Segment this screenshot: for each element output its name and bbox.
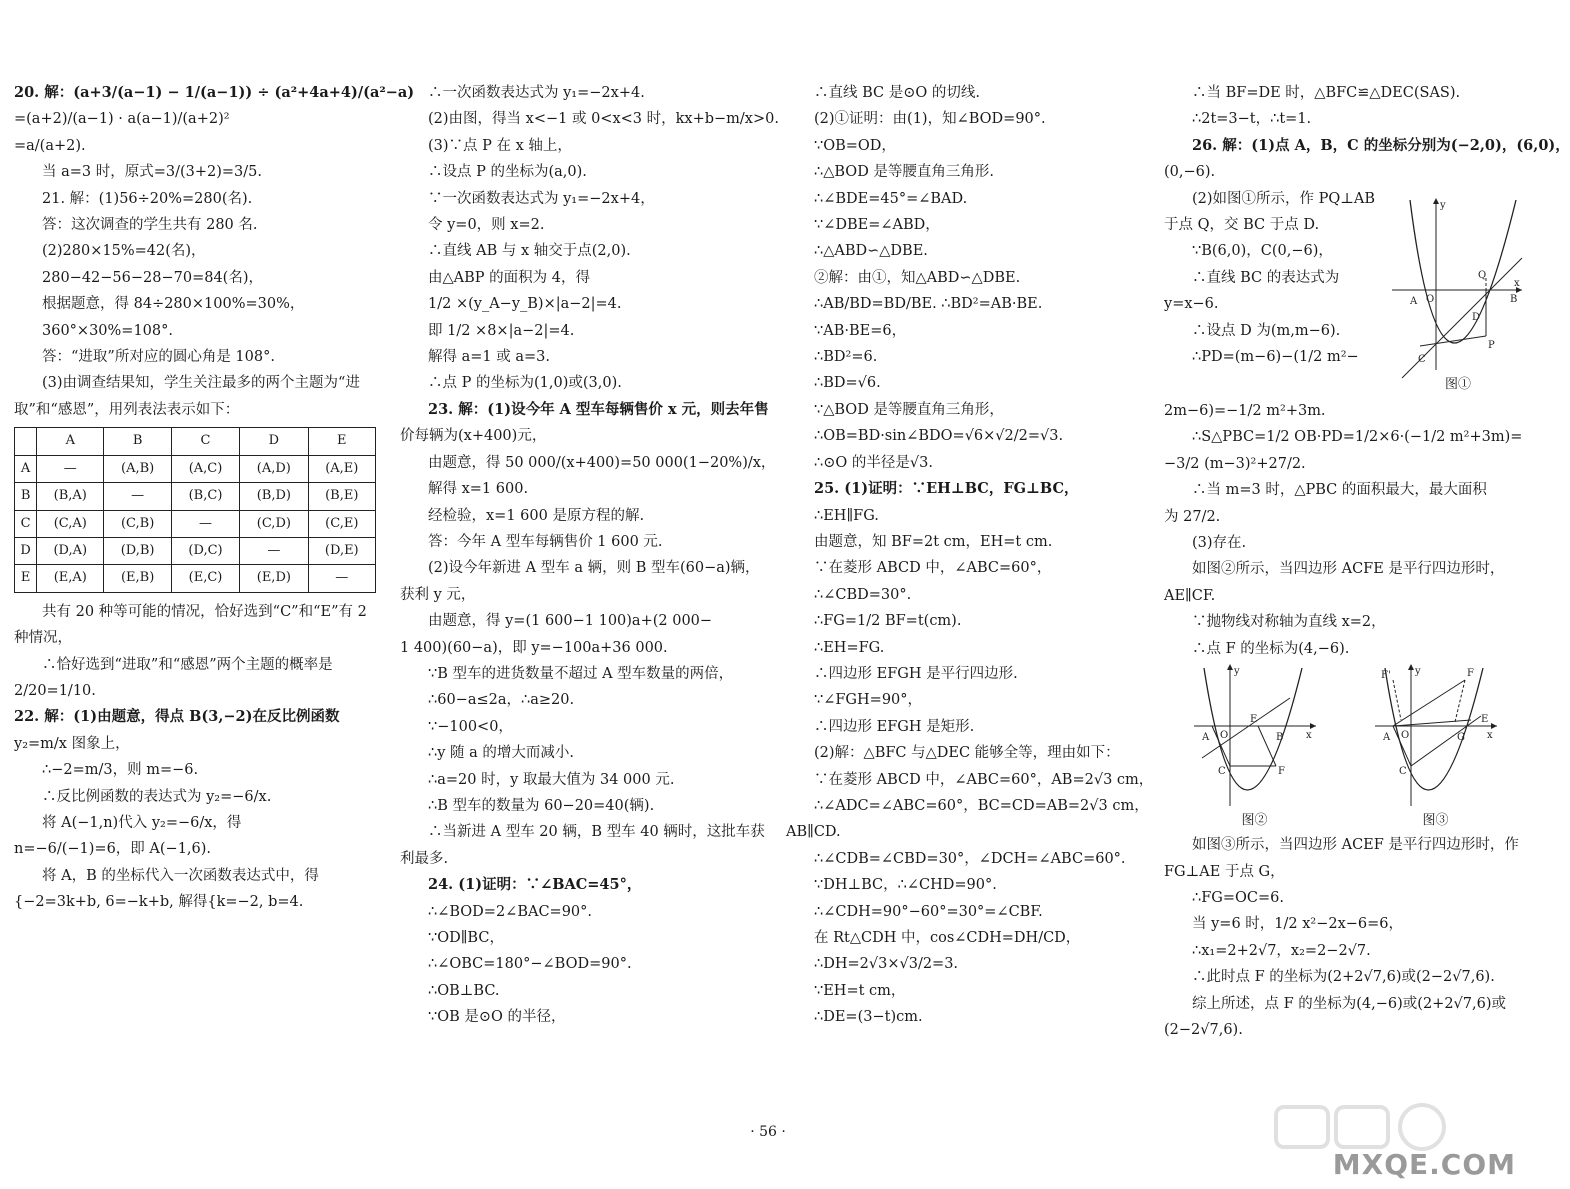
table-cell: — bbox=[240, 537, 308, 564]
q22-line-8: {−2=3k+b, 6=−k+b, 解得{k=−2, b=4. bbox=[14, 894, 304, 911]
q21-line-4: 280−42−56−28−70=84(名)， bbox=[42, 269, 263, 286]
svg-text:y: y bbox=[1440, 199, 1446, 211]
q22-line-4: ∴反比例函数的表达式为 y₂=−6/x. bbox=[42, 788, 272, 805]
svg-text:F': F' bbox=[1380, 670, 1391, 682]
table-cell: (E,C) bbox=[171, 565, 239, 592]
text-line: ∴DH=2√3×√3/2=3. bbox=[814, 956, 959, 973]
q22-line-3: ∴−2=m/3，则 m=−6. bbox=[42, 762, 199, 779]
table-cell: — bbox=[171, 510, 239, 537]
table-cell: (C,D) bbox=[240, 510, 308, 537]
q21-line-5: 根据题意，得 84÷280×100%=30%， bbox=[42, 296, 305, 313]
svg-text:O: O bbox=[1400, 730, 1409, 742]
table-cell: (E,D) bbox=[240, 565, 308, 592]
figure-1-container bbox=[1390, 186, 1526, 398]
text-line: ∴设点 P 的坐标为(a,0). bbox=[428, 164, 587, 181]
text-line: ∵∠FGH=90°， bbox=[814, 692, 923, 709]
column-1 bbox=[14, 80, 415, 916]
text-line: 答：今年 A 型车每辆售价 1 600 元. bbox=[428, 533, 663, 550]
table-cell: D bbox=[15, 537, 37, 564]
table-cell: (C,B) bbox=[104, 510, 172, 537]
text-line: ∴FG=1/2 BF=t(cm). bbox=[814, 613, 962, 630]
text-line: ∴OB⊥BC. bbox=[428, 982, 500, 999]
text-line: AE∥CF. bbox=[1164, 587, 1216, 604]
svg-text:F: F bbox=[1466, 668, 1474, 680]
q21-line-6: 360°×30%=108°. bbox=[42, 322, 173, 339]
text-line: ∴a=20 时，y 取最大值为 34 000 元. bbox=[428, 771, 675, 788]
text-line: (2)①证明：由(1)，知∠BOD=90°. bbox=[814, 111, 1046, 128]
text-line: 如图②所示，当四边形 ACFE 是平行四边形时， bbox=[1192, 561, 1505, 578]
text-line: ∴∠CBD=30°. bbox=[814, 586, 912, 603]
text-line: ∴直线 AB 与 x 轴交于点(2,0). bbox=[428, 243, 631, 260]
figure-2 bbox=[1190, 662, 1320, 808]
text-line: ∴y 随 a 的增大而减小. bbox=[428, 745, 574, 762]
text-line: 于点 Q，交 BC 于点 D. bbox=[1164, 217, 1320, 234]
q22-line-7: 将 A，B 的坐标代入一次函数表达式中，得 bbox=[42, 867, 319, 884]
text-line: ∴一次函数表达式为 y₁=−2x+4. bbox=[428, 85, 645, 101]
text-line: 当 y=6 时，1/2 x²−2x−6=6， bbox=[1192, 916, 1404, 933]
text-line: ∵−100<0， bbox=[428, 718, 513, 735]
text-line: ∴∠BOD=2∠BAC=90°. bbox=[428, 903, 593, 920]
table-cell: E bbox=[308, 428, 375, 455]
text-line: 由△ABP 的面积为 4，得 bbox=[428, 269, 590, 286]
text-line: AB∥CD. bbox=[786, 824, 841, 841]
table-row bbox=[15, 483, 376, 510]
q22-line-5: 将 A(−1,n)代入 y₂=−6/x，得 bbox=[42, 814, 242, 831]
text-line: 经检验，x=1 600 是原方程的解. bbox=[428, 507, 645, 524]
svg-text:A: A bbox=[1410, 295, 1418, 307]
column-2 bbox=[400, 80, 779, 1031]
text-line: (2)设今年新进 A 型车 a 辆，则 B 型车(60−a)辆， bbox=[428, 560, 760, 577]
svg-text:x: x bbox=[1305, 730, 1312, 742]
text-line: ∴点 F 的坐标为(4,−6). bbox=[1192, 640, 1350, 657]
text-line: ∴FG=OC=6. bbox=[1192, 889, 1284, 906]
svg-text:O: O bbox=[1219, 730, 1228, 742]
text-line: 2m−6)=−1/2 m²+3m. bbox=[1164, 403, 1326, 420]
text-line: ∴∠ADC=∠ABC=60°，BC=CD=AB=2√3 cm， bbox=[814, 797, 1149, 814]
text-line: (3)存在. bbox=[1192, 535, 1247, 552]
text-line: ∵B(6,0)，C(0,−6)， bbox=[1192, 243, 1333, 260]
table-cell: (E,A) bbox=[37, 565, 104, 592]
q26-heading: 26. 解：(1)点 A，B，C 的坐标分别为(−2,0)，(6,0)， bbox=[1192, 136, 1570, 154]
table-cell: — bbox=[308, 565, 375, 592]
table-cell: C bbox=[15, 510, 37, 537]
table-cell: (A,B) bbox=[104, 455, 172, 482]
text-line: FG⊥AE 于点 G， bbox=[1164, 863, 1285, 880]
text-line: ∴△ABD∽△DBE. bbox=[814, 243, 928, 260]
table-cell: (A,D) bbox=[240, 455, 308, 482]
table-cell: (B,C) bbox=[171, 483, 239, 510]
table-header-row bbox=[15, 428, 376, 455]
text-line: ∴2t=3−t，∴t=1. bbox=[1192, 111, 1312, 128]
watermark-text: MXQE.COM bbox=[1332, 1148, 1516, 1181]
text-line: ∵DH⊥BC，∴∠CHD=90°. bbox=[814, 877, 997, 894]
text-line: ∵在菱形 ABCD 中，∠ABC=60°，AB=2√3 cm， bbox=[814, 771, 1154, 788]
svg-text:x: x bbox=[1514, 277, 1520, 289]
svg-text:O: O bbox=[1426, 293, 1435, 305]
text-line: ∴BD=√6. bbox=[814, 375, 881, 392]
text-line: 在 Rt△CDH 中，cos∠CDH=DH/CD， bbox=[814, 930, 1081, 946]
text-line: ∴当新进 A 型车 20 辆，B 型车 40 辆时，这批车获 bbox=[428, 824, 765, 841]
q23-heading: 23. 解：(1)设今年 A 型车每辆售价 x 元，则去年售 bbox=[428, 400, 769, 418]
text-line: 利最多. bbox=[400, 850, 449, 867]
text-line: ∴B 型车的数量为 60−20=40(辆). bbox=[428, 797, 655, 814]
text-line: ∴点 P 的坐标为(1,0)或(3,0). bbox=[428, 375, 622, 392]
table-cell: (A,C) bbox=[171, 455, 239, 482]
text-line: ∴直线 BC 的表达式为 bbox=[1192, 269, 1340, 286]
table-cell: B bbox=[15, 483, 37, 510]
figure-3 bbox=[1371, 662, 1501, 808]
text-line: ∵OD∥BC， bbox=[428, 930, 504, 946]
q21-line-12: ∴恰好选到“进取”和“感恩”两个主题的概率是 bbox=[42, 656, 333, 673]
svg-text:D: D bbox=[1472, 311, 1481, 323]
text-line: ∴PD=(m−6)−(1/2 m²− bbox=[1192, 349, 1359, 366]
text-line: ∵B 型车的进货数量不超过 A 型车数量的两倍， bbox=[428, 665, 734, 682]
text-line: (2)如图①所示，作 PQ⊥AB bbox=[1192, 190, 1376, 207]
text-line: ∴EH∥FG. bbox=[814, 507, 879, 524]
svg-text:G: G bbox=[1456, 732, 1465, 744]
svg-text:B: B bbox=[1275, 732, 1283, 744]
column-4 bbox=[1164, 80, 1570, 1043]
q21-line-10: 共有 20 种等可能的情况，恰好选到“C”和“E”有 2 bbox=[42, 603, 367, 620]
text-line: 令 y=0，则 x=2. bbox=[428, 217, 545, 234]
text-line: (2)解：△BFC 与△DEC 能够全等，理由如下： bbox=[814, 745, 1120, 762]
text-line: ∴直线 BC 是⊙O 的切线. bbox=[814, 85, 980, 101]
q21-line-7: 答：“进取”所对应的圆心角是 108°. bbox=[42, 349, 275, 366]
q20-line-1: 20. 解：(a+3/(a−1) − 1/(a−1)) ÷ (a²+4a+4)/(a²−a) bbox=[14, 84, 415, 101]
svg-text:E: E bbox=[1480, 714, 1488, 726]
text-line: ∴∠CDB=∠CBD=30°，∠DCH=∠ABC=60°. bbox=[814, 850, 1126, 867]
table-cell: E bbox=[15, 565, 37, 592]
text-line: 解得 x=1 600. bbox=[428, 481, 529, 498]
q21-line-8: (3)由调查结果知，学生关注最多的两个主题为“进 bbox=[42, 375, 360, 392]
table-cell: (D,C) bbox=[171, 537, 239, 564]
text-line: ∵在菱形 ABCD 中，∠ABC=60°， bbox=[814, 560, 1052, 577]
q21-line-9: 取”和“感恩”，用列表法表示如下： bbox=[14, 401, 240, 418]
text-line: ∴OB=BD·sin∠BDO=√6×√2/2=√3. bbox=[814, 428, 1064, 445]
text-line: ∴四边形 EFGH 是矩形. bbox=[814, 718, 975, 735]
text-line: ∴60−a≤2a，∴a≥20. bbox=[428, 692, 575, 709]
svg-text:A: A bbox=[1382, 732, 1390, 744]
table-cell: D bbox=[240, 428, 308, 455]
svg-text:x: x bbox=[1486, 730, 1493, 742]
text-line: 由题意，知 BF=2t cm，EH=t cm. bbox=[814, 533, 1053, 550]
figure-3-container bbox=[1371, 662, 1501, 832]
text-line: ∴∠BDE=45°=∠BAD. bbox=[814, 190, 968, 207]
text-line: 价每辆为(x+400)元， bbox=[400, 428, 547, 445]
table-cell: (D,B) bbox=[104, 537, 172, 564]
table-cell: (B,D) bbox=[240, 483, 308, 510]
page-number: · 56 · bbox=[750, 1124, 786, 1140]
figure-1 bbox=[1390, 186, 1526, 372]
q21-line-11: 种情况， bbox=[14, 630, 72, 647]
text-line: ∴∠CDH=90°−60°=30°=∠CBF. bbox=[814, 903, 1043, 920]
svg-text:C: C bbox=[1217, 766, 1226, 778]
svg-text:C: C bbox=[1418, 353, 1426, 365]
text-line: 即 1/2 ×8×|a−2|=4. bbox=[428, 322, 575, 339]
q21-line-3: (2)280×15%=42(名)， bbox=[42, 243, 206, 260]
table-cell: A bbox=[15, 455, 37, 482]
q22-line-2: y₂=m/x 图象上， bbox=[14, 735, 130, 752]
q25-heading: 25. (1)证明：∵EH⊥BC，FG⊥BC， bbox=[814, 480, 1079, 498]
text-line: ∴DE=(3−t)cm. bbox=[814, 1009, 923, 1026]
text-line: ∴设点 D 为(m,m−6). bbox=[1192, 322, 1341, 339]
text-line: ∵△BOD 是等腰直角三角形， bbox=[814, 401, 1004, 418]
text-line: ∴EH=FG. bbox=[814, 639, 885, 656]
q24-heading: 24. (1)证明：∵∠BAC=45°， bbox=[428, 876, 642, 894]
text-line: (3)∵点 P 在 x 轴上， bbox=[428, 137, 572, 154]
text-line: y=x−6. bbox=[1164, 296, 1219, 313]
svg-text:y: y bbox=[1233, 666, 1240, 678]
table-row bbox=[15, 455, 376, 482]
text-line: ∴△BOD 是等腰直角三角形. bbox=[814, 164, 995, 181]
text-line: ∴当 m=3 时，△PBC 的面积最大，最大面积 bbox=[1192, 482, 1487, 499]
text-line: ∵AB·BE=6， bbox=[814, 322, 907, 339]
text-line: 解得 a=1 或 a=3. bbox=[428, 349, 550, 366]
svg-text:B: B bbox=[1510, 293, 1518, 305]
table-cell: (B,A) bbox=[37, 483, 104, 510]
text-line: 为 27/2. bbox=[1164, 508, 1221, 525]
q22-line-1: 22. 解：(1)由题意，得点 B(3,−2)在反比例函数 bbox=[14, 708, 340, 726]
table-cell: A bbox=[37, 428, 104, 455]
table-cell: (C,A) bbox=[37, 510, 104, 537]
text-line: ∴BD²=6. bbox=[814, 349, 878, 366]
figure-2-label: 图② bbox=[1241, 813, 1268, 829]
table-cell: (C,E) bbox=[308, 510, 375, 537]
figures-2-3-row bbox=[1164, 662, 1526, 832]
q21-line-1: 21. 解：(1)56÷20%=280(名). bbox=[42, 190, 253, 207]
text-line: ∵EH=t cm， bbox=[814, 982, 906, 999]
table-cell: B bbox=[104, 428, 172, 455]
text-line: ∴∠OBC=180°−∠BOD=90°. bbox=[428, 956, 632, 973]
text-line: ∵OB 是⊙O 的半径， bbox=[428, 1009, 566, 1026]
text-line: 综上所述，点 F 的坐标为(4,−6)或(2+2√7,6)或 bbox=[1192, 995, 1507, 1012]
q20-line-2: =(a+2)/(a−1) · a(a−1)/(a+2)² bbox=[14, 111, 230, 128]
text-line: −3/2 (m−3)²+27/2. bbox=[1164, 455, 1306, 472]
text-line: 获利 y 元， bbox=[400, 586, 476, 603]
text-line: ∵抛物线对称轴为直线 x=2， bbox=[1192, 614, 1386, 631]
table-cell: (A,E) bbox=[308, 455, 375, 482]
q21-line-13: 2/20=1/10. bbox=[14, 682, 96, 699]
text-line: ∴当 BF=DE 时，△BFC≌△DEC(SAS). bbox=[1192, 85, 1461, 101]
svg-text:F: F bbox=[1277, 766, 1285, 778]
table-cell: (E,B) bbox=[104, 565, 172, 592]
q22-line-6: n=−6/(−1)=6，即 A(−1,6). bbox=[14, 841, 212, 858]
svg-text:Q: Q bbox=[1478, 269, 1487, 281]
outcome-table bbox=[14, 427, 376, 592]
table-row bbox=[15, 565, 376, 592]
q21-line-2: 答：这次调查的学生共有 280 名. bbox=[42, 217, 258, 234]
text-line: 如图③所示，当四边形 ACEF 是平行四边形时，作 bbox=[1192, 837, 1519, 854]
text-line: 由题意，得 y=(1 600−1 100)a+(2 000− bbox=[428, 613, 713, 630]
text-line: (2−2√7,6). bbox=[1164, 1021, 1243, 1038]
q26-part2-text bbox=[1164, 186, 1390, 398]
table-row bbox=[15, 510, 376, 537]
table-cell: — bbox=[37, 455, 104, 482]
text-line: 由题意，得 50 000/(x+400)=50 000(1−20%)/x， bbox=[428, 454, 776, 471]
text-line: ∵∠DBE=∠ABD， bbox=[814, 217, 940, 234]
text-line: ∵一次函数表达式为 y₁=−2x+4， bbox=[428, 190, 655, 207]
table-cell: (D,E) bbox=[308, 537, 375, 564]
table-cell: C bbox=[171, 428, 239, 455]
svg-text:A: A bbox=[1201, 732, 1209, 744]
svg-text:E: E bbox=[1249, 714, 1257, 726]
figure-1-label: 图① bbox=[1444, 376, 1471, 392]
text-line: (0,−6). bbox=[1164, 164, 1216, 181]
table-cell: (B,E) bbox=[308, 483, 375, 510]
table-cell: — bbox=[104, 483, 172, 510]
text-line: 1 400)(60−a)，即 y=−100a+36 000. bbox=[400, 639, 668, 656]
q20-line-4: 当 a=3 时，原式=3/(3+2)=3/5. bbox=[42, 164, 263, 181]
column-3 bbox=[786, 80, 1154, 1031]
text-line: ∴x₁=2+2√7，x₂=2−2√7. bbox=[1192, 942, 1371, 959]
svg-text:P: P bbox=[1488, 339, 1495, 351]
q20-line-3: =a/(a+2). bbox=[14, 137, 86, 154]
figure-3-label: 图③ bbox=[1422, 813, 1449, 829]
table-cell: (D,A) bbox=[37, 537, 104, 564]
text-line: ∴此时点 F 的坐标为(2+2√7,6)或(2−2√7,6). bbox=[1192, 969, 1495, 986]
text-line: ∵OB=OD， bbox=[814, 137, 896, 154]
table-cell bbox=[15, 428, 37, 455]
text-line: ∴四边形 EFGH 是平行四边形. bbox=[814, 665, 1018, 682]
text-line: ∴S△PBC=1/2 OB·PD=1/2×6·(−1/2 m²+3m)= bbox=[1192, 429, 1523, 446]
text-line: 1/2 ×(y_A−y_B)×|a−2|=4. bbox=[428, 296, 622, 313]
svg-text:C: C bbox=[1398, 766, 1407, 778]
figure-2-container bbox=[1190, 662, 1320, 832]
text-line: ∴⊙O 的半径是√3. bbox=[814, 454, 933, 471]
svg-text:y: y bbox=[1414, 666, 1421, 678]
text-line: ∴AB/BD=BD/BE. ∴BD²=AB·BE. bbox=[814, 296, 1043, 313]
text-line: (2)由图，得当 x<−1 或 0<x<3 时，kx+b−m/x>0. bbox=[428, 111, 779, 128]
table-row bbox=[15, 537, 376, 564]
text-line: ②解：由①，知△ABD∽△DBE. bbox=[814, 269, 1021, 286]
q26-part2-block bbox=[1164, 186, 1526, 398]
